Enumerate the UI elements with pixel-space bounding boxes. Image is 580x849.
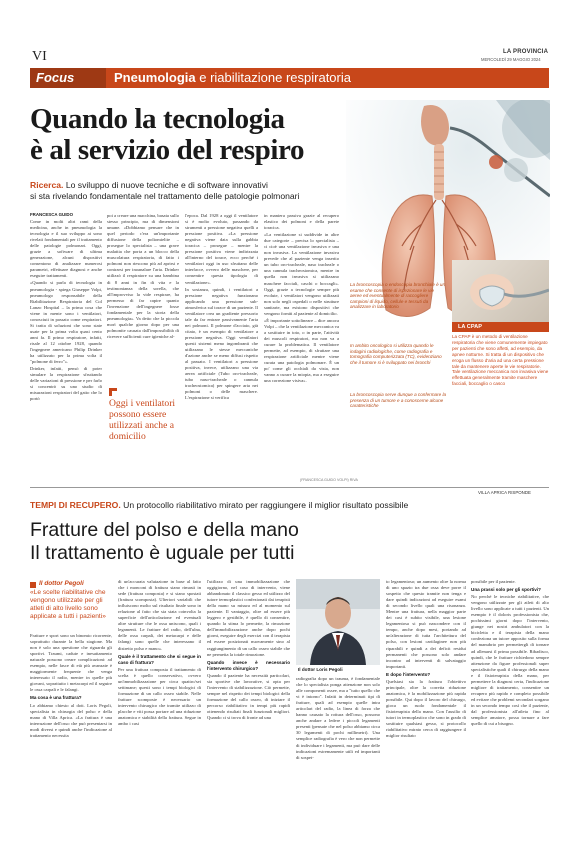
article1-column-2: poi a creare una macchina, basata sullo stesso principio, ma di dimensioni umane. «Dobbiamo pensare che in quel periodo c'era un'importante diffusione della poliomielite – prosegue lo specialista – una grave malattia che porta a un blocco della muscolatura respiratoria, di fatto i polmoni non riescono più ad aprirsi e contrarsi per inoanalare l'aria. Drinker utilizzò il respiratore su una bambina di 8 anni in fin di vita e la testimonianza della sorella, che all'improvviso la vide respirare, ha permesso di far capire quanto l'invenzione dell'ingegnere fosse fondamentale per la storia della pneumologia». Va detto che la piccola morì qualche giorno dopo per una polmonite causata dall'impossibilità di ricevere sufficienti cure igieniche al-: [107, 213, 179, 339]
article1-headline: Quando la tecnologia è al servizio del respiro: [30, 103, 305, 166]
caption-tumor: La broncoscopia serve dunque a confermare la presenza di un tumore e a conoscerne alcune caratteristiche: [350, 392, 447, 409]
caption-bronchoscopy: La broncoscopia o endoscopia bronchiale è un esame che consente di ispezionare le vie aeree ed eventualmente di raccogliere campioni di liquido, cellule e tessuti da analizzare in laboratorio: [350, 282, 446, 310]
article2-column-5: to legamentoso; un aumento oltre la norma di uno spazio tra due ossa deve porre il sospetto che questo tramite non tenga e dare quindi indicazioni ad eseguire esami di secondo livello quali una risonanza. Mentre una frattura, nella maggior parte dei casi è subito visibile, una lesione legamentosa si può nascondere con il tempo, anche dopo mesi, portando ad un'alterazione di tutta l'architettura del polso, con lesioni cartilaginee non più riparabili e quindi a dei deficit residui permanenti che possono solo andare incontro ad interventi di salvataggio importanti. E dopo l'intervento? Quelsiasi sia la frattura l'obiettivo principale, oltre la corretta riduzione anatomica, è la mobilizzazione più rapida possibile. Qui dopo il lavoro del chirurgo, gioca un ruolo fondamentale il fisioterapista della mano. Con l'ausilio di tutori in termoplastico che sono in grado di sostituire qualsiasi gesso, si protocollo riabilitativo mirato cerca di raggiungere il miglior risultato: [386, 579, 466, 739]
cpap-text: La CPAP è un metodo di ventilazione respiratoria che viene comunemente impiegato per pazienti che sono affetti, ad esempio, da apnee notturne. Si tratta di un dispositivo che eroga un flusso d'aria ad una certa pressione tale da mantenere aperte le vie respiratorie. Tale ventilazione meccanica non invasiva viene effettuata generalmente tramite maschere facciali, boccaglio o casco: [452, 334, 549, 387]
author-byline: FRANCESCA GUIDO: [30, 212, 74, 217]
pullquote: Oggi i ventilatori possono essere utilizzati anche a domicilio: [109, 398, 176, 442]
article2-column-1: Fratture e sport sono un binomio ricorrente, soprattutto durante la bella stagione. Ma non è solo una questione che riguarda gli sportivi. Traumi, cadute e inesattamento naturale possono creare complicazioni: ad esempio, nelle fasce di età più avanzate è maggiormente frequente che venga interessato il radio, mentre in quelle più giovani, soprattutto i metacarpi ed il seguire le ossa carpali e le falangi. Ma cosa è una frattura? Lo abbiamo chiesto al dott. Loris Pegoli, specialista in chirurgia del polso e della mano di Villa Aprica. «La frattura è una interruzione dell'osso che può presentarsi in modi diversi e quindi anche l'indicazione al trattamento necessita: [30, 633, 112, 738]
article2-column-3: l'utilizzo di una immobilizzazione che oggigiorno, nel caso di intervento, viene abbandonato il classico gesso ed utilizzo del tutore termoplastici confezionati dai terapisti della mano su misura ed al momento sul paziente. Il vantaggio, oltre ad essere più leggero e gestibile, è quello di consentire, quando la stima lo permette, la rimozione dell'immobilizzazione anche dopo pochi giorni, eseguire degli esercizi con il terapista ed essere posizionati nuovamente sino al raggiungimento di un callo osseo stabile che ne permetta la totale rimozione. Quando invece è necessario l'intervento chirurgico? Quando il paziente ha necessità particolari, sia sportive che lavorative, si opta per l'intervento di stabilizzazione. Ciò permette, sempre nel rispetto dei tempi biologici della formazione del callo osseo, di iniziare il percorso riabilitativo in tempi più rapidi ottenendo risultati finali funzionali migliori. Quando ci si trova di fronte ad una: [207, 579, 290, 721]
page-number: VI: [32, 49, 47, 64]
pullquote-icon: [109, 388, 117, 396]
section-label: Focus: [30, 68, 106, 88]
photo-caption: Il dottor Loris Pegoli: [298, 667, 343, 672]
cpap-title: LA CPAP: [452, 322, 549, 332]
article2-headline: Fratture del polso e della mano Il trattamento è uguale per tutti: [30, 519, 299, 564]
article2-subhead: TEMPI DI RECUPERO. Un protocollo riabilitativo mirato per raggiungere il miglior risultato possibile: [30, 500, 409, 510]
quote-marker-icon: [30, 582, 36, 588]
newspaper-brand: LA PROVINCIA: [503, 49, 549, 55]
quote-text: «Le scelte riabilitative che vengono utilizzate per gli atleti di alto livello sono applicate a tutti i pazienti»: [30, 589, 106, 620]
article1-subhead: Ricerca. Lo sviluppo di nuove tecniche e di software innovativi si sta rivelando fondamentale nel trattamento delle patologie polmonari: [30, 180, 300, 201]
issue-date: MERCOLEDÌ 29 MAGGIO 2024: [481, 57, 541, 62]
quote-name: Il dottor Pegoli: [39, 580, 84, 587]
portrait-icon: [296, 579, 380, 665]
article-end-credit: (FRANCESCA GUIDO VOLPI) RIVA: [300, 478, 358, 482]
doctor-photo: [296, 579, 380, 665]
article1-column-4: in maniera passiva grazie al recupero elastico dei polmoni e della parete toracica. «La ventilazione si suddivide in altre due categorie – precisa lo specialista – ci cioè una ventilazione invasiva e una non invasiva. La ventilazione invasiva prevede che al paziente venga inserito un tubo oro-tracheale, naso tracheale o una cannula tracheostomica, mentre in quella non invasiva si utilizzano maschere facciali, caschi o boccagli». Oggi, grazie a tecnologie sempre più evolute, i ventilatori vengono utilizzati non solo negli ospedali o nelle strutture sanitarie, ma esistono dispositivi che vengono forniti al paziente al domicilio. «È importante sottolineare – dice ancora Volpi – che la ventilazione meccanica va a sostituire in toto, o in parte, l'attività dei muscoli respiratori, ma non va a curare la problematica. Il ventilatore permette, ad esempio, di sfruttare una respirazione artificiale mentre viene curata una patologia polmonare. È un po' come gli occhiali da vista, non vanno a curare la miopia, ma a eseguire una correzione visiva».: [264, 213, 339, 384]
caption-oncology: In ambito oncologico si utilizza quando le indagini radiologiche, come radiografia e tomografia computerizzata (TC), evidenziano che il tumore si è sviluppato nei bronchi: [350, 343, 442, 365]
article2-column-4: radiografia dopo un trauma, è fondamentale che lo specialista ponga attenzione non solo alle componenti ossee, ma a "tutto quello che vi è intorno". Infatti in determinati tipi di fratture, quali ad esempio quelle intra articolari del radio, la linea di forza che hanno causato la rottura dell'osso, possono anche andare a ledere i piccoli legamenti presenti (pensate che nel polso abbiamo circa 30 legamenti di pochi millimetri). Una semplice radiografia è vero che non permette di individuare i legamenti, ma può dare delle indicazioni estremamente utili ed importanti di sospet-: [296, 676, 380, 760]
cpap-mask-icon: [452, 260, 549, 322]
article1-column-1: Come in molti altri rami della medicina, anche in pneumologia la tecnologia e il suo sviluppo ai sono rivelati fondamentali per il trattamento delle patologie polmonari. Oggi, grazie a software di ultima generazione, alcuni dispositivi consentono di analizzare numerosi parametri, effettuare diagnosi e anche eseguire trattamenti. «Quando si parla di tecnologia in pneumologia - spiega Giuseppe Volpi, pneumologo responsabile della Riabilitazione Respiratoria del Col Lanzo Hospital – la prima cosa che viene in mente sono i ventilatori, conosciuti in passato come respiratori. Si tratta di soluzioni che sono state usate per la prima volta quasi cento anni fa. Il primo respiratore, infatti, risale al 12 ottobre 1928, quando l'ingegnere americano Philip Drinker ha utilizzato per la prima volta il "polmone di ferro"». Drinker, infatti, pensò di poter simulare la respirazione sfruttando delle variazioni di pressione e per farlo si concentrò su uno studio di misurazioni respiratori del gatto che lo portò: [30, 219, 102, 402]
section-divider: [30, 487, 549, 488]
article2-column-6: possibile per il paziente. Una prassi solo per gli sportivi? No perché le tecniche riabilitative, che vengono utilizzate per gli atleti di alto livello sono applicate a tutti i pazienti. Un esempio è il doloris professionista che, pochissimi giorni dopo l'intervento, giunge nei nostri ambulatori con la bicicletta e il terapista della mano confeziona un tutore apposito sulla forma del manubrio per permettergli di tornare ad allenarsi il prima possibile. Ribadisco, quindi, che le fratture richiedono sempre attenzione da figure professionali super specialistiche quali il chirurgo della mano e il fisioterapista della mano, per permettere la diagnosi certa, l'indicazione migliore di trattamento, consentire un recupero più rapido e completo possibile ed evitare che problemi secondari sorgano in un secondo tempo così che il paziente, dal professionista all'atleta fino al semplice amatore, possa tornare a fare quello di cui a bisogno.: [471, 579, 549, 727]
cpap-photo: [452, 260, 549, 322]
sponsor-label: VILLA APRICA RISPONDE: [478, 490, 531, 495]
section-title: Pneumologia e riabilitazione respiratoria: [114, 70, 351, 85]
article1-column-3: l'epoca. Dal 1928 a oggi il ventilatore si è molto evoluto, passando da strumenti a pressione negativa quelli a pressione positiva. «La pressione negativa viene data sulla gabbia toracica – prosegue – mentre la pressione positiva viene indirizzata all'interno del torace, ecco perché i ventilatori oggi in uso sfruttano delle interfacce, ovvero delle maschere, per consentire questa tipologia di ventilazione». In sostanza, quindi, i ventilatori a pressione negativa funzionano applicando una pressione sub-atmosferica sul torace di un paziente. Il ventilatore crea un gradiente pressorio tale da far entrare passivamente l'aria nei polmoni. Il polmone d'acciaio, già citato, è un esempio di ventilatore a pressione negativa. Oggi ventilatori questi sistemi meno ingombranti che utilizzano le stesse meccaniche d'azione anche se meno diffusi rispetto al passato. I ventilatori a pressione positiva, invece, utilizzano una via aerea artificiale (Tubo oro-tracheale, tubo naso-tracheale o cannula tracheostomica) per spingere aria nei polmoni o delle maschere. L'espirazione si verifica: [185, 213, 258, 401]
article2-column-2: di un'accurata valutazione in base al fatto che i monconi di frattura siano rimasti in sede (frattura composta) e si siano spostati (frattura scomposta). Ulteriori variabili che influiscono molto sul risultato finale sono in relazione al fatto che sia stata coinvolta la superficie dell'articolazione ed eventuali altre strutture che le ossa uniscono, quali i legamenti. Le fratture del radio, dell'ulna, delle ossa carpali, dei metacarpi e delle falangi sono quelle che interessano il distretto polso e mano». Quale è il trattamento che si segue in caso di frattura? Per una frattura composta il trattamento di scelta è quello conservativo, ovvero un'immobilizzazione per circa quattro/sei settimane; questi sono i tempi biologici di formazione di un callo osseo stabile. Nelle fratture scomposte è necessario un intervento chirurgico che tramite utilizzo di placche e viti possa portare ad una riduzione anatomica e stabilità della frattura. Segue in ambo i casi: [118, 579, 201, 727]
